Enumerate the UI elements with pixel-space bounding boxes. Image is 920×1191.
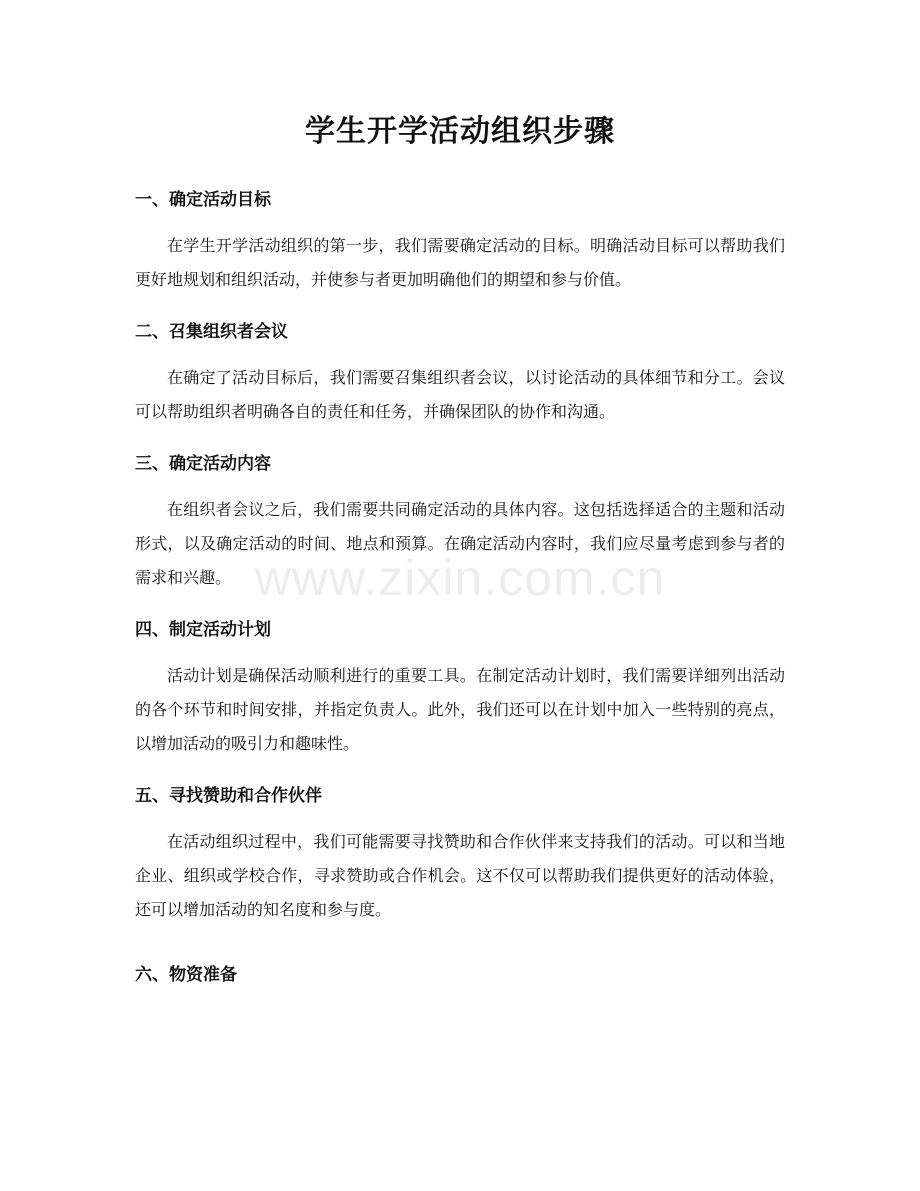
- section-body-2: 在确定了活动目标后，我们需要召集组织者会议，以讨论活动的具体细节和分工。会议可以帮助组织者明确各自的责任和任务，并确保团队的协作和沟通。: [135, 368, 785, 421]
- section-body-1: 在学生开学活动组织的第一步，我们需要确定活动的目标。明确活动目标可以帮助我们更好地规划和组织活动，并使参与者更加明确他们的期望和参与价值。: [135, 236, 785, 289]
- section-heading-4: 四、制定活动计划: [135, 620, 271, 640]
- section-body-4: 活动计划是确保活动顺利进行的重要工具。在制定活动计划时，我们需要详细列出活动的各个环节和时间安排，并指定负责人。此外，我们还可以在计划中加入一些特别的亮点，以增加活动的吸引力和趣味性。: [135, 666, 785, 753]
- section-body-3: 在组织者会议之后，我们需要共同确定活动的具体内容。这包括选择适合的主题和活动形式，以及确定活动的时间、地点和预算。在确定活动内容时，我们应尽量考虑到参与者的需求和兴趣。: [135, 500, 785, 587]
- section-heading-5: 五、寻找赞助和合作伙伴: [135, 786, 322, 806]
- section-body-5: 在活动组织过程中，我们可能需要寻找赞助和合作伙伴来支持我们的活动。可以和当地企业、组织或学校合作，寻求赞助或合作机会。这不仅可以帮助我们提供更好的活动体验，还可以增加活动的知名度和参与度。: [135, 832, 785, 919]
- section-heading-3: 三、确定活动内容: [135, 454, 271, 474]
- section-heading-2: 二、召集组织者会议: [135, 322, 288, 342]
- page-title: 学生开学活动组织步骤: [305, 114, 615, 149]
- section-heading-6: 六、物资准备: [135, 965, 237, 985]
- watermark: www.zixin.com.cn: [254, 550, 666, 606]
- section-heading-1: 一、确定活动目标: [135, 190, 271, 210]
